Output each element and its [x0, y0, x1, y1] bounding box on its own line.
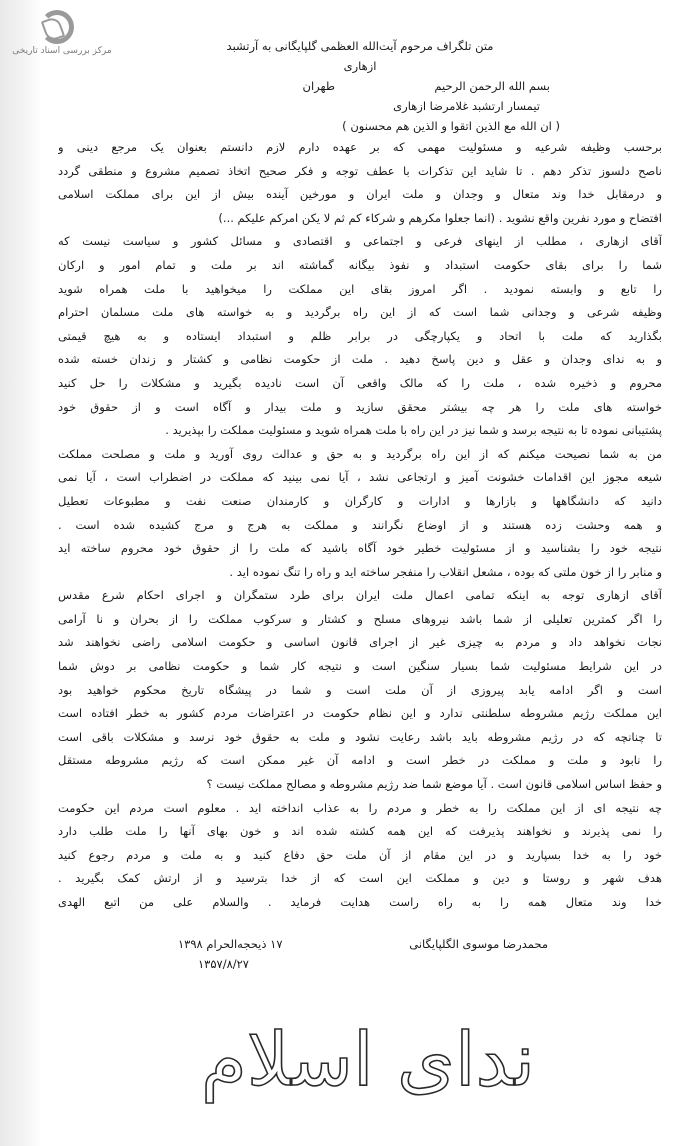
body-line: محروم و ذخیره شده ، ملت را که مالک واقعی آن است نادیده بگیرید و مشکلات را حل کنید [58, 375, 662, 390]
body-line: را نمی پذیرند و نخواهند پذیرفت که این همه کشته شده اند و خون بهای آنها را ملت طلب دارد [58, 824, 662, 839]
body-line: این مملکت رژیم مشروطه سلطنتی ندارد و این نظام حکومت در اعتراضات مردم کشور به خطر افتاده است [58, 706, 662, 721]
body-line: دانید که دانشگاهها و بازارها و ادارات و کارگران و کارمندان صنعت نفت و مطبوعات تعطیل [58, 493, 662, 508]
solar-date: ۱۳۵۷/۸/۲۷ [198, 957, 249, 971]
body-line: برحسب وظیفه شرعیه و مسئولیت مهمی که بر عهده دارم لازم دانستم بعنوان یک مرجع دینی و [58, 140, 662, 154]
body-line: بگذارید که ملت با اتحاد و یکپارچگی در برابر ظلم و استبداد ایستاده و به هیچ قیمتی [58, 328, 662, 343]
document-body [58, 136, 662, 915]
masthead-title: ندای اسلام [201, 1017, 535, 1103]
scan-margin [0, 0, 42, 1146]
archive-logo-text: مرکز بررسی اسناد تاریخی [12, 46, 112, 56]
city-name: طهران [302, 79, 335, 93]
body-line: نتیجه خود را بشناسید و از مسئولیت خطیر خود آگاه باشید که ملت را از حقوق خود محروم ساخته اید [58, 541, 662, 556]
body-line: و حفظ اساس اسلامی قانون است . آیا موضع شما ضد رژیم مشروطه و مصالح مملکت نیست ؟ [206, 777, 662, 792]
body-line: چه نتیجه ای از این مملکت را به خطر و مردم را به عذاب انداخته اید . معلوم است مردم این حکومت [58, 800, 662, 815]
hijri-date: ۱۷ ذیحجه‌الحرام ۱۳۹۸ [178, 937, 283, 951]
body-line: هدف شهر و روستا و دین و مملکت این است که از خدا بترسید و از ارتش کمک بگیرید . [58, 871, 662, 886]
document-heading-recipient: ازهاری [343, 59, 377, 73]
body-line: و درمقابل خدا وند متعال و وجدان و ملت ایران و مورخین آینده بیش از این برای مملکت اسلامی [58, 187, 662, 202]
body-line: وظیفه شرعی و وجدانی شما است که از این راه برگردید و به خواسته های ملت مسلمان احترام [58, 305, 662, 320]
body-line: را اگر کمترین تعلیلی از شما باشد نیروهای مسلح و کشتار و سرکوب مملکت را از بحران و نا آرامی [58, 611, 662, 626]
body-line: آقای ازهاری توجه به اینکه تمامی اعمال ملت ایران برای طرد ستمگران و اجرای احکام شرع مقدس [58, 588, 662, 603]
body-line: خواسته های ملت را هر چه بیشتر محقق سازید و ملت بیدار و آگاه است و از حقوق خود [58, 399, 662, 414]
body-line: آقای ازهاری ، مطلب از اینهای فرعی و اجتماعی و اقتصادی و مسائل کشور و سیاست نیست که [58, 234, 662, 249]
body-line: و به ندای وجدان و عقل و دین پاسخ دهید . ملت از حکومت نظامی و کشتار و زندان خسته شده [58, 352, 662, 367]
body-line: شیعه مجوز این اقدامات خشونت آمیز و ارتجاعی نشد ، آیا نمی بینید که مملکت در اضطراب است ، آیا نمی [58, 470, 662, 485]
document-heading: متن تلگراف مرحوم آیت‌الله العظمی گلپایگانی به آرتشبد [226, 39, 494, 53]
body-line: ناصح دلسوز تذکر دهم . تا شاید این تذکرات با عطف توجه و فکر صحیح اتخاذ تصمیم مشروع و منطقی گردد [58, 163, 662, 178]
basmala: بسم الله الرحمن الرحیم [434, 79, 550, 93]
body-line: و منابر را از خون ملتی که بوده ، مشعل انقلاب را منفجر ساخته اید و راه را تنگ نموده اید . [229, 564, 662, 579]
body-line: تا چنانچه که در رژیم مشروطه باید باشد رعایت نشود و ملت به حقوق خود نرسد و مشکلات باقی است [58, 729, 662, 744]
body-line: نجات نخواهد داد و مردم به چیزی غیر از اجرای قانون اساسی و حکومت اسلامی راضی نخواهند شد [58, 635, 662, 650]
body-line: و همه وحشت زده هستند و از اوضاع نگرانند و مملکت به هرج و مرج کشیده شده است . [58, 517, 662, 532]
body-line: خدا وند متعال همه را به راه راست هدایت فرماید . والسلام علی من اتبع الهدی [58, 895, 662, 909]
body-line: من به شما نصیحت میکنم که از این راه برگردید و به حق و عدالت روی آورید و ملت و مصلحت مملکت [58, 446, 662, 461]
body-line: خود را به خدا بسپارید و در این مقام از آن ملت حق دفاع کنید و به ملت و مردم رجوع کنید [58, 847, 662, 862]
salutation: تیمسار ارتشبد غلامرضا ازهاری [393, 99, 540, 113]
body-line: افتضاح و مورد نفرین واقع نشوید . (انما جعلوا مکرهم و شرکاء کم ثم لا یکن امرکم علیکم ...) [218, 210, 662, 225]
body-line: در این شرایط مسئولیت شما بسیار سنگین است و نتیجه کار شما و حکومت نظامی بر دوش شما [58, 659, 662, 674]
body-line: را تابع و وابسته نمودید . اگر امروز بقای این مملکت را میخواهید با ملت همراه شوید [58, 281, 662, 296]
quran-verse: ( ان الله مع الذین اتقوا و الذین هم محسنون ) [342, 119, 560, 133]
signatory-name: محمدرضا موسوی الگلپایگانی [409, 937, 548, 951]
body-line: را نابود و ملت و مملکت در خطر است و ادامه آن غیر ممکن است که رژیم مشروطه مستقل [58, 753, 662, 768]
body-line: است و اگر ادامه یابد پیروزی از آن ملت است و شما در پیشگاه تاریخ محکوم خواهید بود [58, 682, 662, 697]
body-line: پشتیبانی نموده تا به نتیجه برسد و شما نیز در این راه با ملت همراه شوید و مسئولیت مملکت را بپذیرید . [165, 423, 662, 438]
body-line: شما را برای بقای حکومت استبداد و نفوذ بیگانه گماشته اند بر ملت و تمام امور و ارکان [58, 257, 662, 272]
